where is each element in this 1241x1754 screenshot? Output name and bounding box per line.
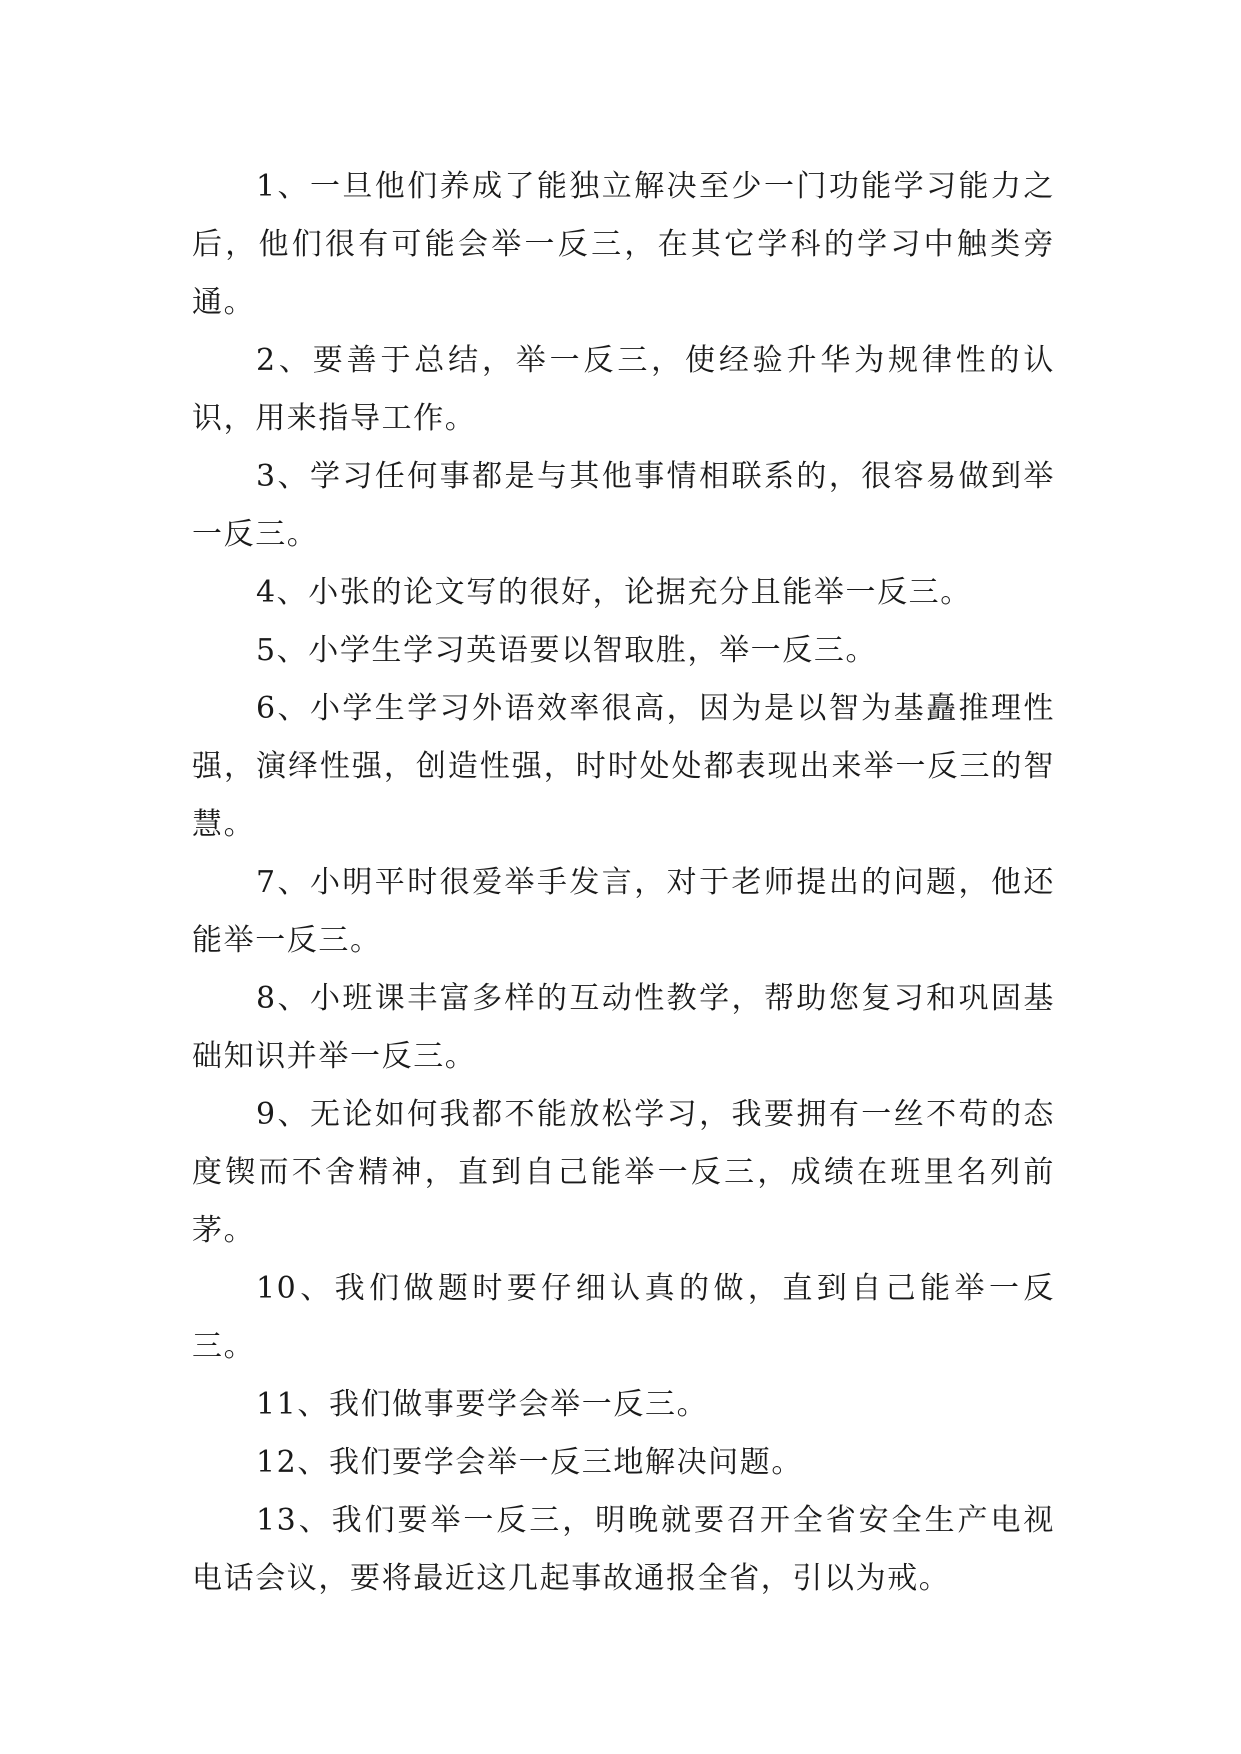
paragraph-3: 3、学习任何事都是与其他事情相联系的，很容易做到举一反三。 — [192, 459, 1055, 552]
paragraph-9: 9、无论如何我都不能放松学习，我要拥有一丝不苟的态度锲而不舍精神，直到自己能举一反三，成绩在班里名列前茅。 — [192, 1097, 1055, 1248]
paragraph-7: 7、小明平时很爱举手发言，对于老师提出的问题，他还能举一反三。 — [192, 865, 1055, 958]
paragraph-12: 12、我们要学会举一反三地解决问题。 — [256, 1445, 803, 1480]
paragraph-1: 1、一旦他们养成了能独立解决至少一门功能学习能力之后，他们很有可能会举一反三，在其它学科的学习中触类旁通。 — [192, 169, 1055, 320]
paragraph-8: 8、小班课丰富多样的互动性教学，帮助您复习和巩固基础知识并举一反三。 — [192, 981, 1055, 1074]
paragraph-5: 5、小学生学习英语要以智取胜，举一反三。 — [256, 633, 878, 668]
paragraph-6: 6、小学生学习外语效率很高，因为是以智为基矗推理性强，演绎性强，创造性强，时时处处都表现出来举一反三的智慧。 — [192, 691, 1055, 842]
paragraph-10: 10、我们做题时要仔细认真的做，直到自己能举一反三。 — [192, 1271, 1055, 1364]
paragraph-11: 11、我们做事要学会举一反三。 — [256, 1387, 709, 1422]
paragraph-13: 13、我们要举一反三，明晚就要召开全省安全生产电视电话会议，要将最近这几起事故通报全省，引以为戒。 — [192, 1503, 1055, 1596]
paragraph-2: 2、要善于总结，举一反三，使经验升华为规律性的认识，用来指导工作。 — [192, 343, 1055, 436]
document-body — [192, 158, 1055, 1608]
paragraph-4: 4、小张的论文写的很好，论据充分且能举一反三。 — [256, 575, 972, 610]
